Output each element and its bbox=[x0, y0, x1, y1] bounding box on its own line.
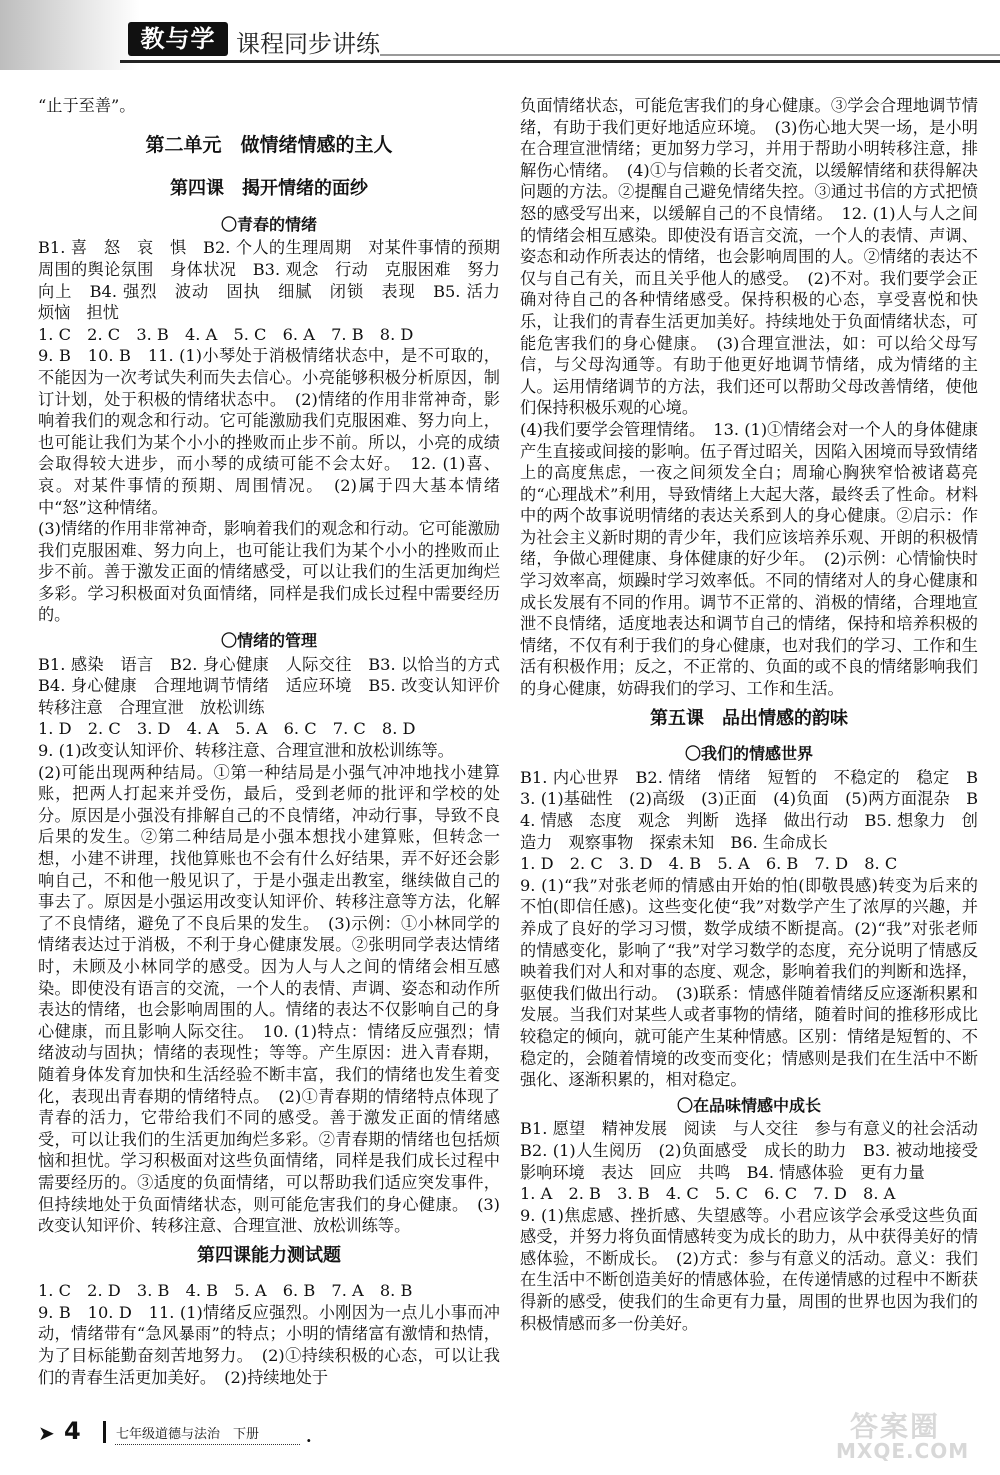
paragraph: 9. (1)“我”对张老师的情感由开始的怕(即敬畏感)转变为后来的不怕(即信任感)。这些变化使“我”对数学产生了浓厚的兴趣，并养成了良好的学习习惯，数学成绩不断提高。(2)“我”对张老师的情感变化，影响了“我”对学习数学的态度，充分说明了情感反映着我们对人和对事的态度、观念，影响着我们的判断和选择，驱使我们做出行动。 (3)联系：情感伴随着情绪反应逐渐积累和发展。当我们对某些人或者事物的情绪，随着时间的推移形成比较稳定的倾向，就可能产生某种情感。区别：情绪是短暂的、不稳定的，会随着情境的改变而变化；情感则是我们在生活中不断强化、逐渐积累的，相对稳定。 bbox=[520, 875, 978, 1090]
section-heading: 〇情绪的管理 bbox=[220, 631, 317, 651]
arrow-icon: ➤ bbox=[38, 1421, 55, 1445]
lesson-heading: 第四课能力测试题 bbox=[197, 1244, 341, 1266]
page-footer bbox=[0, 1405, 1000, 1475]
footer-dot: . bbox=[306, 1427, 312, 1446]
paragraph: B1. 感染 语言 B2. 身心健康 人际交往 B3. 以恰当的方式 B4. 身心健康 合理地调节情绪 适应环境 B5. 改变认知评价 转移注意 合理宣泄 放松训练 bbox=[38, 654, 517, 717]
watermark-line1: 答案圈 bbox=[850, 1410, 941, 1443]
page-header bbox=[0, 0, 1000, 70]
section-heading: 〇青春的情绪 bbox=[220, 214, 317, 234]
header-rule-thin bbox=[380, 54, 1000, 56]
watermark-line2: MXQE.COM bbox=[836, 1439, 970, 1463]
site-watermark bbox=[830, 1405, 980, 1465]
paragraph: B1. 喜 怒 哀 惧 B2. 个人的生理周期 对某件事情的预期 周围的舆论氛围 身体状况 B3. 观念 行动 克服困难 努力向上 B4. 强烈 波动 固执 细腻 闭锁 表现 B5. 活力 烦恼 担忧 bbox=[38, 238, 517, 323]
right-column bbox=[520, 95, 995, 1334]
paragraph: (2)可能出现两种结局。①第一种结局是小强气冲冲地找小建算账，把两人打起来并受伤，最后，受到老师的批评和学校的处分。原因是小强没有排解自己的不良情绪，冲动行事，导致不良后果的发生。②第二种结局是小强本想找小建算账，但转念一想，小建不讲理，找他算账也不会有什么好结果，弄不好还会影响自己，不和他一般见识了，于是小强走出教室，继续做自己的事去了。原因是小强运用改变认知评价、转移注意等方法，化解了不良情绪，避免了不良后果的发生。 (3)示例：①小林同学的情绪表达过于消极，不利于身心健康发展。②张明同学表达情绪时，未顾及小林同学的感受。因为人与人之间的情绪会相互感染。即使没有语言的交流，一个人的表情、声调、姿态和动作所表达的情绪，也会影响周围的人。情绪的表达不仅影响自己的身心健康，而且影响人际交往。 10. (1)特点：情绪反应强烈；情绪波动与固执；情绪的表现性；等等。产生原因：进入青春期，随着身体发育加快和生活经验不断丰富，我们的情绪也发生着变化，表现出青春期的情绪特点。 (2)①青春期的情绪特点体现了青春的活力，它带给我们不同的感受。善于激发正面的情绪感受，可以让我们的生活更加绚烂多彩。②青春期的情绪也包括烦恼和担忧。学习积极面对这些负面情绪，同样是我们成长过程中需要经历的。③适度的负面情绪，可以帮助我们适应突发事件，但持续地处于负面情绪状态，则可能危害我们的身心健康。 (3)改变认知评价、转移注意、合理宣泄、放松训练等。 bbox=[38, 762, 500, 1236]
footer-divider bbox=[103, 1421, 106, 1443]
unit-heading: 第二单元 做情绪情感的主人 bbox=[145, 133, 393, 156]
paragraph: B1. 内心世界 B2. 情绪 情绪 短暂的 不稳定的 稳定 B3. (1)基础性 (2)高级 (3)正面 (4)负面 (5)两方面混杂 B4. 情感 态度 观念 判断 选择 做出行动 B5. 想象力 创造力 观察事物 探索未知 B6. 生命成长 bbox=[520, 767, 978, 852]
section-heading: 〇我们的情感世界 bbox=[684, 744, 813, 764]
left-column bbox=[38, 95, 517, 1388]
paragraph: “止于至善”。 bbox=[38, 96, 136, 115]
paragraph: 9. B 10. B 11. (1)小琴处于消极情绪状态中，是不可取的，不能因为一次考试失利而失去信心。小亮能够积极分析原因，制订计划，处于积极的情绪状态中。 (2)情绪的作用非常神奇，影响着我们的观念和行动。它可能激励我们克服困难、努力向上，也可能让我们为某个小小的挫败而止步不前。所以，小亮的成绩会取得较大进步，而小琴的成绩可能不会太好。 12. (1)喜、哀。对某件事情的预期、周围情况。 (2)属于四大基本情绪中“怒”这种情绪。 bbox=[38, 346, 500, 517]
page-number: 4 bbox=[64, 1417, 81, 1445]
paragraph: 9. (1)焦虑感、挫折感、失望感等。小君应该学会承受这些负面感受，并努力将负面情感转变为成长的助力，从中获得美好的情感体验，不断成长。 (2)方式：参与有意义的活动。意义：我们在生活中不断创造美好的情感体验，在传递情感的过程中不断获得新的感受，使我们的生命更有力量，周围的世界也因为我们的积极情感而多一份美好。 bbox=[520, 1205, 978, 1333]
paragraph: 1. A 2. B 3. B 4. C 5. C 6. C 7. D 8. A bbox=[520, 1184, 896, 1204]
series-title: 课程同步讲练 bbox=[236, 30, 380, 58]
lesson-heading: 第五课 品出情感的韵味 bbox=[650, 707, 848, 729]
footer-dotted-rule bbox=[115, 1443, 300, 1445]
lesson-heading: 第四课 揭开情绪的面纱 bbox=[170, 178, 368, 200]
paragraph: 负面情绪状态，可能危害我们的身心健康。③学会合理地调节情绪，有助于我们更好地适应环境。 (3)伤心地大哭一场，是小明在合理宣泄情绪；更加努力学习，并用于帮助小明转移注意，排解伤心情绪。 (4)①与信赖的长者交流，以缓解情绪和获得解决问题的方法。②提醒自己避免情绪失控。③通过书信的方式把愤怒的感受写出来，以缓解自己的不良情绪。 12. (1)人与人之间的情绪会相互感染。即使没有语言交流，一个人的表情、声调、姿态和动作所表达的情绪，也会影响周围的人。②情绪的表达不仅与自己有关，而且关乎他人的感受。 (2)不对。我们要学会正确对待自己的各种情绪感受。保持积极的心态，享受喜悦和快乐，让我们的青春生活更加美好。持续地处于负面情绪状态，可能危害我们的身心健康。 (3)合理宣泄法，如：可以给父母写信，与父母沟通等。有助于他更好地调节情绪，成为情绪的主人。运用情绪调节的方法，我们还可以帮助父母改善情绪，使他们保持积极乐观的心境。 bbox=[520, 96, 978, 418]
paragraph: (3)情绪的作用非常神奇，影响着我们的观念和行动。它可能激励我们克服困难、努力向上，也可能让我们为某个小小的挫败而止步不前。善于激发正面的情绪感受，可以让我们的生活更加绚烂多彩。学习积极面对负面情绪，同样是我们成长过程中需要经历的。 bbox=[38, 519, 500, 625]
paragraph: (4)我们要学会管理情绪。 13. (1)①情绪会对一个人的身体健康产生直接或间接的影响。伍子胥过昭关，因陷入困境而导致情绪上的高度焦虑，一夜之间须发全白；周瑜心胸狭窄恰被诸葛亮的“心理战术”利用，导致情绪上大起大落，最终丢了性命。材料中的两个故事说明情绪的表达关系到人的身心健康。②启示：作为社会主义新时期的青少年，我们应该培养乐观、开朗的积极情绪，争做心理健康、身体健康的好少年。 (2)示例：心情愉快时学习效率高，烦躁时学习效率低。不同的情绪对人的身心健康和成长发展有不同的作用。调节不正常的、消极的情绪，合理地宣泄不良情绪，适度地表达和调节自己的情绪，保持和培养积极的情绪，不仅有利于我们的身心健康，也对我们的学习、工作和生活有积极作用；反之，不正常的、负面的或不良的情绪影响我们的身心健康，妨碍我们的学习、工作和生活。 bbox=[520, 419, 978, 699]
publisher-logo: 教与学 bbox=[128, 22, 228, 56]
paragraph: B1. 愿望 精神发展 阅读 与人交往 参与有意义的社会活动 B2. (1)人生阅历 (2)负面感受 成长的助力 B3. 被动地接受 影响环境 表达 回应 共鸣 B4. 情感体验 更有力量 bbox=[520, 1119, 995, 1182]
paragraph: 9. B 10. D 11. (1)情绪反应强烈。小刚因为一点儿小事而冲动，情绪带有“急风暴雨”的特点；小明的情绪富有激情和热情，为了目标能勤奋刻苦地努力。 (2)①持续积极的心态，可以让我们的青春生活更加美好。 (2)持续地处于 bbox=[38, 1302, 500, 1387]
paragraph: 1. C 2. C 3. B 4. A 5. C 6. A 7. B 8. D bbox=[38, 324, 414, 344]
header-decoration bbox=[0, 0, 140, 70]
paragraph: 1. D 2. C 3. D 4. A 5. A 6. C 7. C 8. D bbox=[38, 719, 416, 739]
header-rule bbox=[120, 60, 1000, 63]
book-title: 七年级道德与法治 下册 bbox=[116, 1427, 260, 1442]
paragraph: 9. (1)改变认知评价、转移注意、合理宣泄和放松训练等。 bbox=[38, 741, 454, 761]
section-heading: 〇在品味情感中成长 bbox=[676, 1095, 821, 1115]
paragraph: 1. D 2. C 3. D 4. B 5. A 6. B 7. D 8. C bbox=[520, 854, 898, 874]
paragraph: 1. C 2. D 3. B 4. B 5. A 6. B 7. A 8. B bbox=[38, 1281, 413, 1301]
